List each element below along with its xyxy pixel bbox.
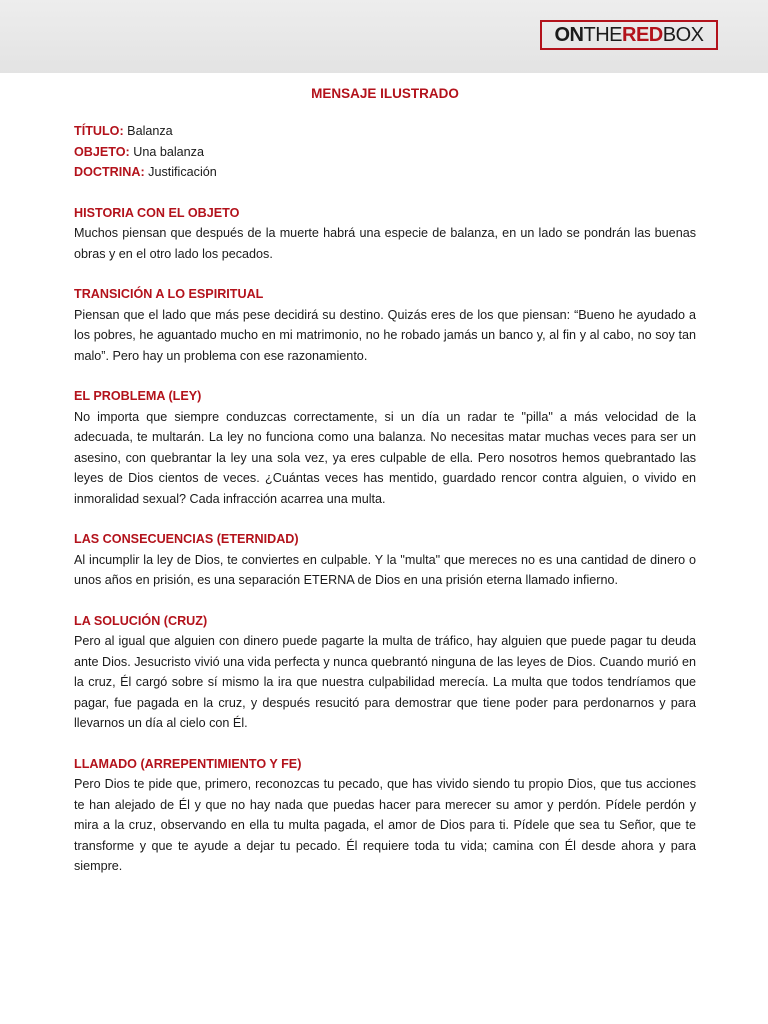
meta-value: Justificación [148, 165, 217, 179]
meta-label: OBJETO: [74, 144, 130, 159]
meta-row-objeto [74, 142, 696, 163]
section-solucion [74, 611, 696, 734]
page-header [0, 0, 768, 73]
logo-red: RED [622, 24, 663, 46]
section-consecuencias [74, 529, 696, 591]
section-body: Pero al igual que alguien con dinero puede pagarte la multa de tráfico, hay alguien que puede pagar tu deuda ante Dios. Jesucristo vivió una vida perfecta y nunca quebrantó ninguna de las leyes de Dios. Cuando murió en la cruz, Él cargó sobre sí mismo la ira que nuestra culpabilidad merecía. La multa que todos tendríamos que pagar, fue pagada en la cruz, y después resucitó para demostrar que tiene poder para perdonarnos y para llevarnos un día al cielo con Él. [74, 634, 696, 730]
section-heading: LAS CONSECUENCIAS (ETERNIDAD) [74, 532, 299, 546]
section-transicion [74, 284, 696, 366]
meta-value: Balanza [127, 124, 173, 138]
section-problema [74, 386, 696, 509]
section-body: Pero Dios te pide que, primero, reconozcas tu pecado, que has vivido siendo tu propio Dios, que tus acciones te han alejado de Él y que no hay nada que puedas hacer para merecer su amor y perdón. Pídele perdón y mira a la cruz, observando en ella tu multa pagada, el amor de Dios para ti. Pídele que sea tu Señor, que te transforme y que te ayude a dejar tu pecado. Él requiere toda tu vida; camina con Él desde ahora y para siempre. [74, 777, 696, 873]
meta-label: DOCTRINA: [74, 165, 145, 179]
meta-row-doctrina [74, 162, 696, 183]
document-meta [74, 121, 696, 183]
section-heading: TRANSICIÓN A LO ESPIRITUAL [74, 287, 264, 301]
section-historia [74, 203, 696, 265]
section-heading: EL PROBLEMA (LEY) [74, 389, 202, 403]
meta-label: TÍTULO: [74, 124, 124, 138]
section-heading: HISTORIA CON EL OBJETO [74, 205, 240, 220]
logo-box: BOX [662, 24, 704, 46]
section-body: Muchos piensan que después de la muerte habrá una especie de balanza, en un lado se pondrán las buenas obras y en el otro lado los pecados. [74, 226, 696, 261]
meta-row-titulo [74, 121, 696, 142]
section-body: Piensan que el lado que más pese decidirá su destino. Quizás eres de los que piensan: “Bueno he ayudado a los pobres, he aguantado mucho en mi matrimonio, no he robado jamás un banco y, al fin y al cabo, no soy tan malo”. Pero hay un problema con ese razonamiento. [74, 307, 696, 363]
section-body: Al incumplir la ley de Dios, te conviertes en culpable. Y la "multa" que mereces no es una cantidad de dinero o unos años en prisión, es una separación ETERNA de Dios en una prisión eterna llamado infierno. [74, 552, 696, 587]
ontheredbox-logo [540, 20, 718, 50]
document-content [74, 84, 696, 897]
logo-the: THE [583, 24, 622, 46]
document-title: MENSAJE ILUSTRADO [311, 86, 459, 101]
meta-value: Una balanza [133, 144, 204, 159]
section-heading: LA SOLUCIÓN (CRUZ) [74, 613, 208, 628]
section-llamado [74, 754, 696, 877]
section-body: No importa que siempre conduzcas correctamente, si un día un radar te "pilla" a más velocidad de la adecuada, te multarán. La ley no funciona como una balanza. No necesitas matar muchas veces para ser un asesino, con quebrantar la ley una sola vez, ya eres culpable de ella. Pero nosotros hemos quebrantado las leyes de Dios cientos de veces. ¿Cuántas veces has mentido, guardado rencor contra alguien, o vivido en inmoralidad sexual? Cada infracción acarrea una multa. [74, 409, 696, 506]
logo-on: ON [554, 24, 584, 46]
section-heading: LLAMADO (ARREPENTIMIENTO Y FE) [74, 756, 302, 771]
